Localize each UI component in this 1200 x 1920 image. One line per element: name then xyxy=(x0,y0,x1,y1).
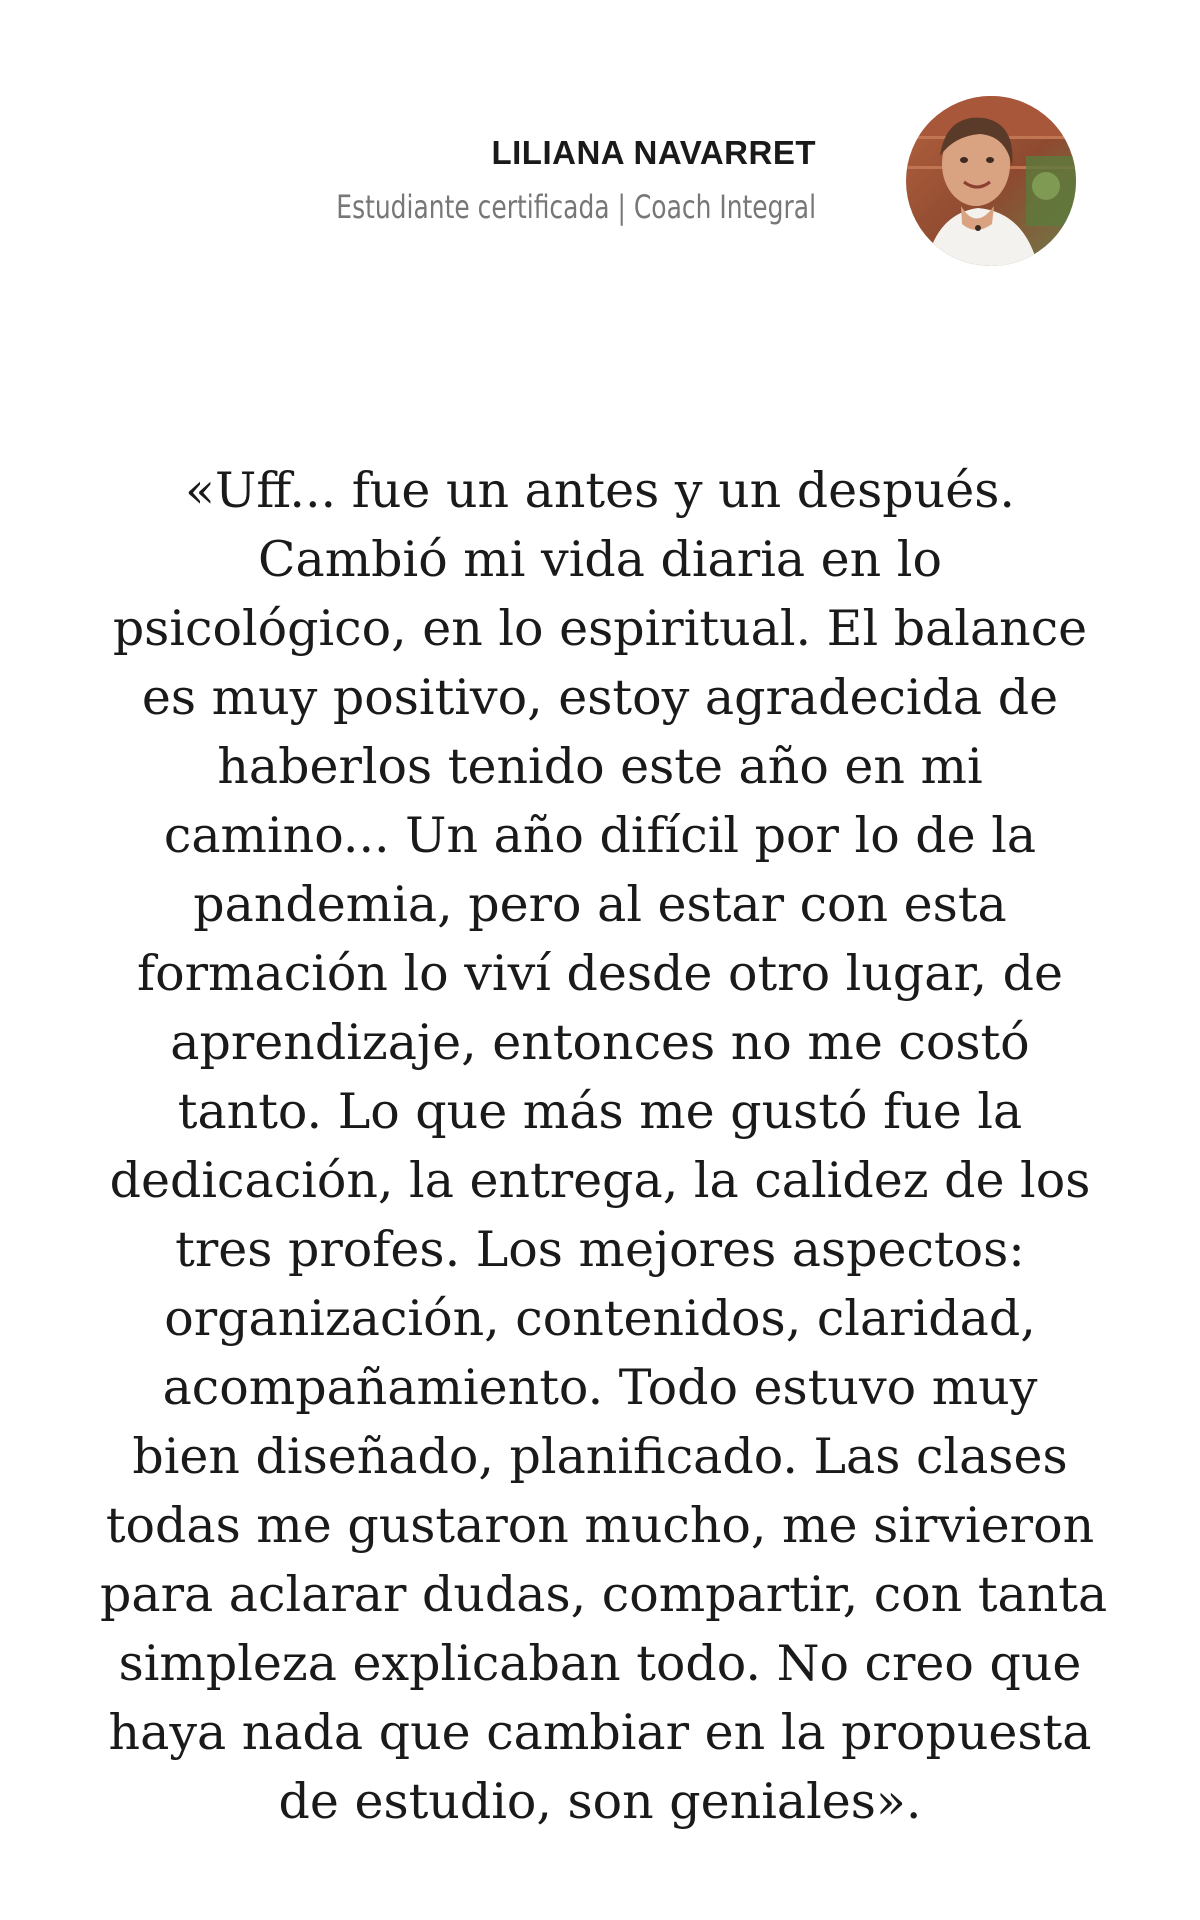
testimonial-quote xyxy=(100,456,1108,1836)
avatar xyxy=(906,96,1076,266)
testimonial-line: «Uff... fue un antes y un después. xyxy=(185,462,1015,519)
testimonial-line: es muy positivo, estoy agradecida de xyxy=(141,669,1059,726)
testimonial-line: de estudio, son geniales». xyxy=(278,1773,922,1830)
testimonial-line: haya nada que cambiar en la propuesta xyxy=(108,1704,1092,1761)
testimonial-line: tanto. Lo que más me gustó fue la xyxy=(177,1083,1023,1140)
testimonial-line: psicológico, en lo espiritual. El balance xyxy=(112,600,1088,657)
testimonial-line: camino... Un año difícil por lo de la xyxy=(163,807,1037,864)
person-photo-icon xyxy=(906,96,1076,266)
author-role: Estudiante certificada | Coach Integral xyxy=(336,188,816,226)
testimonial-line: tres profes. Los mejores aspectos: xyxy=(175,1221,1025,1278)
testimonial-line: simpleza explicaban todo. No creo que xyxy=(118,1635,1082,1692)
testimonial-line: pandemia, pero al estar con esta xyxy=(193,876,1007,933)
testimonial-line: bien diseñado, planificado. Las clases xyxy=(132,1428,1068,1485)
testimonial-line: dedicación, la entrega, la calidez de los xyxy=(109,1152,1091,1209)
author-name: LILIANA NAVARRET xyxy=(491,134,816,171)
testimonial-line: formación lo viví desde otro lugar, de xyxy=(136,945,1064,1002)
testimonial-line: para aclarar dudas, compartir, con tanta xyxy=(100,1566,1108,1623)
testimonial-line: todas me gustaron mucho, me sirvieron xyxy=(105,1497,1095,1554)
author-header xyxy=(0,96,1200,276)
testimonial-line: Cambió mi vida diaria en lo xyxy=(258,531,942,588)
testimonial-line: haberlos tenido este año en mi xyxy=(217,738,983,795)
testimonial-line: acompañamiento. Todo estuvo muy xyxy=(162,1359,1038,1416)
testimonial-line: organización, contenidos, claridad, xyxy=(164,1290,1036,1347)
testimonial-line: aprendizaje, entonces no me costó xyxy=(170,1014,1030,1071)
